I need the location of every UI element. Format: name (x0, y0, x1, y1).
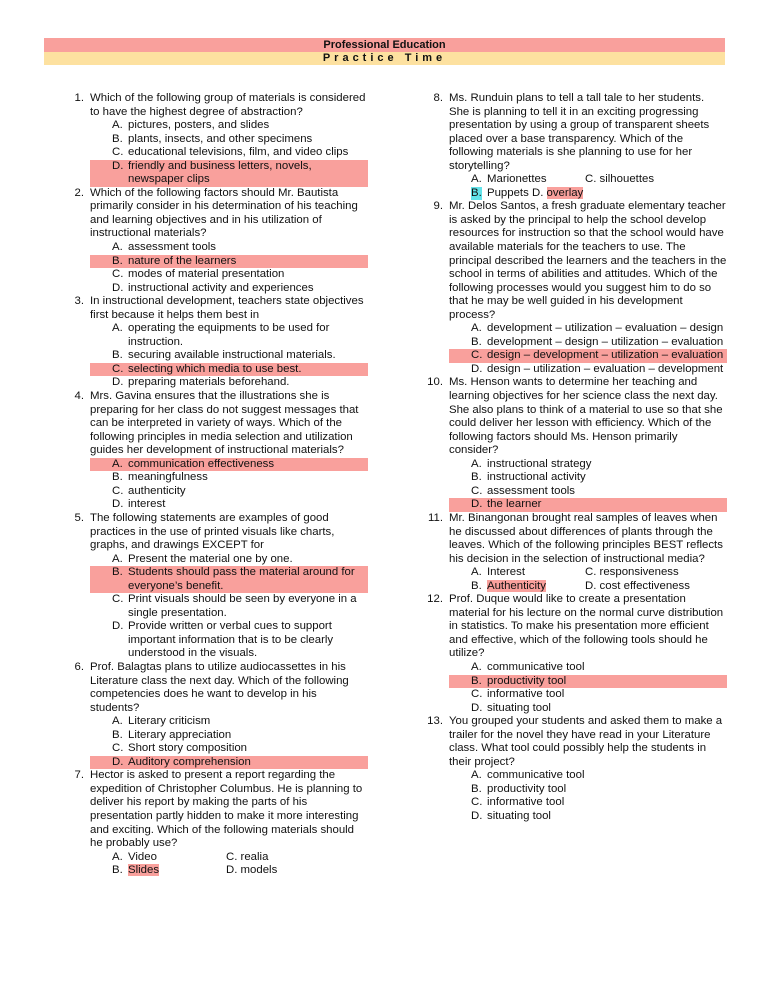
option-text: preparing materials beforehand. (128, 376, 290, 389)
option (449, 336, 727, 350)
answer-text-highlighted: Slides (128, 864, 160, 877)
question-number: 3. (74, 295, 84, 308)
question-text: The following statements are examples of good practices in the use of printed visuals like charts, graphs, and drawings EXCEPT for (90, 511, 335, 552)
question-number: 1. (74, 92, 84, 104)
option-text: Interest (487, 566, 525, 579)
option (90, 553, 368, 567)
answer-option-highlighted (90, 566, 368, 593)
option-text: communicative tool (487, 660, 585, 673)
option-text: interest (128, 498, 166, 511)
option-text: development – design – utilization – evaluation (487, 335, 724, 348)
option-text-second: C. realia (226, 850, 269, 863)
option-text: authenticity (128, 484, 186, 497)
option-pair (449, 173, 727, 187)
option (90, 498, 368, 512)
option (90, 268, 368, 282)
question-text: Which of the following factors should Mr. Bautista primarily consider in his determination of his teaching and learning objectives and in his utilization of instructional materials? (90, 186, 358, 240)
option-letter: B. (112, 349, 123, 362)
option (90, 322, 368, 349)
option-text: Marionettes (487, 173, 547, 186)
option-letter: B. (112, 254, 123, 267)
option-text: pictures, posters, and slides (128, 119, 270, 132)
answer-option-highlighted (449, 675, 727, 689)
option-text: assessment tools (128, 241, 216, 254)
option-text-second: D. models (226, 864, 278, 877)
option-letter: B. (112, 728, 123, 741)
option-text: development – utilization – evaluation – design (487, 322, 724, 335)
option-letter: D. (471, 701, 483, 714)
option (90, 282, 368, 296)
option-text: communication effectiveness (128, 457, 275, 470)
option-letter: B. (471, 471, 482, 484)
question-text: Prof. Balagtas plans to utilize audiocassettes in his Literature class the next day. Which of the following competencies does he want to develop in his students? (90, 660, 349, 714)
option-letter: C. (112, 268, 124, 281)
option-text: operating the equipments to be used for instruction. (128, 322, 330, 348)
option (90, 119, 368, 133)
option-letter: B. (471, 335, 482, 348)
option (90, 620, 368, 661)
option (449, 322, 727, 336)
option-text: Auditory comprehension (128, 755, 251, 768)
option (90, 146, 368, 160)
option (90, 729, 368, 743)
option (90, 133, 368, 147)
option-letter: B. (471, 579, 482, 592)
option-letter: B. (112, 864, 123, 877)
option (90, 593, 368, 620)
question-8 (421, 92, 727, 200)
option-text: Present the material one by one. (128, 552, 293, 565)
option-text-second: D. cost effectiveness (585, 579, 690, 592)
option-text: Students should pass the material around for everyone’s benefit. (128, 566, 355, 592)
option-letter: B. (471, 674, 482, 687)
answer-option-highlighted (90, 756, 368, 770)
question-2 (62, 187, 368, 295)
option-letter: A. (471, 566, 482, 579)
answer-text-highlighted: overlay (546, 186, 584, 199)
option-pair (449, 580, 727, 594)
answer-text-highlighted: Authenticity (487, 579, 546, 592)
option-letter: A. (112, 241, 123, 254)
option (449, 485, 727, 499)
answer-option-highlighted (90, 255, 368, 269)
question-text: Which of the following group of materials is considered to have the highest degree of abstraction? (90, 92, 366, 118)
question-number: 2. (74, 186, 84, 199)
header-subtitle: Practice Time (44, 52, 725, 65)
option-letter: A. (112, 850, 123, 863)
option-pair (90, 864, 368, 878)
option-letter: B. (112, 566, 123, 579)
question-9 (421, 200, 727, 376)
question-number: 13. (427, 715, 443, 728)
option-letter: C. (112, 146, 124, 159)
option (449, 471, 727, 485)
question-number: 7. (74, 769, 84, 782)
option-text: Literary appreciation (128, 728, 232, 741)
question-4 (62, 390, 368, 512)
option (449, 702, 727, 716)
option (90, 715, 368, 729)
option-text: design – development – utilization – evaluation (487, 349, 724, 362)
answer-option-highlighted (449, 349, 727, 363)
option-letter: A. (112, 552, 123, 565)
option-text: productivity tool (487, 782, 567, 795)
option-letter: A. (112, 715, 123, 728)
option-letter: D. (471, 362, 483, 375)
option-text: design – utilization – evaluation – development (487, 362, 724, 375)
question-number: 9. (433, 200, 443, 213)
question-text: You grouped your students and asked them to make a trailer for the novel they have read in your Literature class. What tool could possibly help the students in their project? (449, 715, 723, 768)
question-number: 8. (433, 92, 443, 104)
option-letter-cyan: B. (471, 186, 482, 199)
option-text-second: C. silhouettes (585, 173, 655, 186)
option-text: securing available instructional materials. (128, 349, 336, 362)
option-pair (90, 851, 368, 865)
option-letter: C. (471, 796, 483, 809)
option-letter: D. (112, 376, 124, 389)
option-text: plants, insects, and other specimens (128, 132, 313, 145)
question-6 (62, 661, 368, 769)
option-text: informative tool (487, 688, 565, 701)
answer-option-highlighted (449, 498, 727, 512)
option-letter: C. (112, 593, 124, 606)
question-text: Ms. Henson wants to determine her teaching and learning objectives for her science class the next day. She also plans to think of a material to use so that she could deliver her lesson with efficiency. Which of the following factors should Ms. Henson primarily consider? (449, 376, 723, 457)
option-text: instructional activity (487, 471, 586, 484)
option-text: Puppets D. (487, 186, 547, 199)
option (90, 349, 368, 363)
answer-option-highlighted (90, 160, 368, 187)
option (449, 363, 727, 377)
answer-option-highlighted (90, 363, 368, 377)
answer-option-highlighted (90, 458, 368, 472)
question-number: 12. (427, 593, 443, 606)
option-letter: A. (112, 457, 123, 470)
option-text: selecting which media to use best. (128, 362, 302, 375)
option-text: the learner (487, 498, 542, 511)
question-text: Mr. Delos Santos, a fresh graduate elementary teacher is asked by the principal to help the school develop resources for instruction so that the school would have available materials for the teachers to use. The principal described the learners and the teachers in the school in terms of abilities and attitudes. Which of the following processes would you suggest him to do so that he may be well guided in his development process? (449, 200, 727, 321)
option (449, 458, 727, 472)
question-text: Ms. Runduin plans to tell a tall tale to her students. She is planning to tell it in an exciting progressing presentation by using a group of transparent sheets placed over a base transparency. Which of the following materials is she planning to use for her storytelling? (449, 92, 710, 172)
option-letter: D. (112, 159, 124, 172)
option-text: situating tool (487, 809, 551, 822)
option-text: educational televisions, film, and video clips (128, 146, 349, 159)
option-text: communicative tool (487, 769, 585, 782)
option-text: instructional strategy (487, 457, 592, 470)
question-7 (62, 769, 368, 877)
option-letter: D. (112, 498, 124, 511)
option-letter: A. (112, 119, 123, 132)
option-text: nature of the learners (128, 254, 237, 267)
option-letter: D. (112, 281, 124, 294)
option-letter: B. (112, 471, 123, 484)
option (449, 688, 727, 702)
option-text: meaningfulness (128, 471, 208, 484)
option (449, 810, 727, 824)
left-column (62, 92, 368, 878)
option-letter: C. (471, 349, 483, 362)
option-text: Video (128, 850, 157, 863)
option (90, 376, 368, 390)
question-number: 11. (428, 511, 443, 524)
option-letter: A. (471, 660, 482, 673)
option-letter: A. (471, 457, 482, 470)
question-text: In instructional development, teachers state objectives first because it helps them best in (90, 295, 364, 321)
option-letter: C. (471, 688, 483, 701)
option (90, 241, 368, 255)
option-letter: C. (112, 484, 124, 497)
option (449, 769, 727, 783)
question-text: Prof. Duque would like to create a presentation material for his lecture on the normal curve distribution in statistics. To make his presentation more efficient and effective, which of the following tools should he utilize? (449, 593, 724, 660)
option-letter: B. (112, 132, 123, 145)
right-column (421, 92, 727, 824)
question-number: 5. (74, 511, 84, 524)
option-text: Provide written or verbal cues to support important information that is to be clearly understood in the visuals. (128, 620, 334, 660)
option-text: informative tool (487, 796, 565, 809)
option-letter: D. (112, 755, 124, 768)
question-number: 10. (427, 376, 443, 389)
option (90, 742, 368, 756)
option-letter: D. (471, 809, 483, 822)
option-text: situating tool (487, 701, 551, 714)
question-text: Hector is asked to present a report regarding the expedition of Christopher Columbus. He is planning to deliver his report by making the parts of his presentation partly hidden to make it more interesting and exciting. Which of the following materials should he probably use? (90, 769, 363, 850)
question-3 (62, 295, 368, 390)
question-13 (421, 715, 727, 823)
option-text: modes of material presentation (128, 268, 285, 281)
option-letter: A. (471, 769, 482, 782)
question-text: Mr. Binangonan brought real samples of leaves when he discussed about differences of plants through the leaves. Which of the following principles BEST reflects his decision in the selection of instructional media? (449, 511, 723, 565)
option (90, 485, 368, 499)
option-text: Short story composition (128, 742, 248, 755)
option-text: assessment tools (487, 484, 575, 497)
question-number: 4. (74, 390, 84, 403)
option-letter: A. (471, 173, 482, 186)
option (449, 783, 727, 797)
option (449, 796, 727, 810)
option (90, 471, 368, 485)
option-letter: D. (471, 498, 483, 511)
option-text-second: C. responsiveness (585, 566, 679, 579)
question-5 (62, 512, 368, 661)
option-pair (449, 187, 727, 201)
option-letter: D. (112, 620, 124, 633)
question-10 (421, 376, 727, 511)
option (449, 661, 727, 675)
question-number: 6. (74, 660, 84, 673)
option-text: friendly and business letters, novels, newspaper clips (128, 159, 312, 186)
option-pair (449, 566, 727, 580)
option-letter: C. (471, 484, 483, 497)
option-text: productivity tool (487, 674, 567, 687)
question-text: Mrs. Gavina ensures that the illustrations she is preparing for her class do not suggest messages that can be interpreted in variety of ways. Which of the following principles in media selection and utilization guides her development of instructional materials? (90, 390, 359, 457)
header-title: Professional Education (44, 38, 725, 52)
option-letter: A. (112, 322, 123, 335)
option-text: Literary criticism (128, 715, 211, 728)
question-12 (421, 593, 727, 715)
option-letter: A. (471, 322, 482, 335)
option-letter: B. (471, 782, 482, 795)
option-letter: C. (112, 742, 124, 755)
option-letter: C. (112, 362, 124, 375)
option-text: Print visuals should be seen by everyone in a single presentation. (128, 593, 357, 619)
option-text: instructional activity and experiences (128, 281, 314, 294)
question-1 (62, 92, 368, 187)
question-11 (421, 512, 727, 593)
